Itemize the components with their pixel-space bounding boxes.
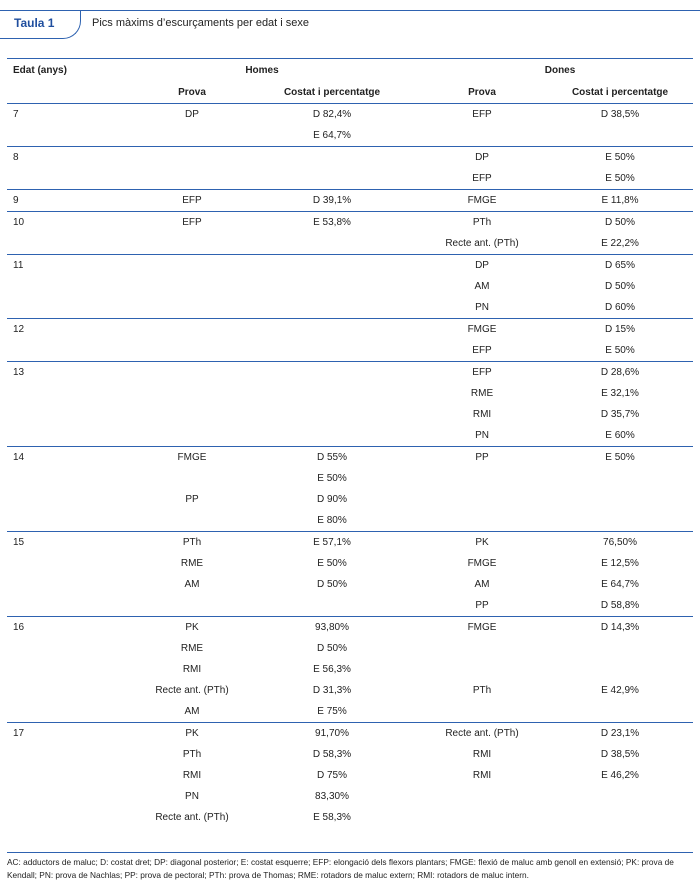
- table-caption: Pics màxims d’escurçaments per edat i sexe: [92, 17, 310, 29]
- women-prova-header: Prova: [468, 86, 496, 98]
- men-prova-header: Prova: [178, 86, 206, 98]
- men-prova-cell: PK: [97, 723, 267, 745]
- men-prova-cell: EFP: [97, 212, 267, 234]
- row-age-cell: [7, 168, 97, 190]
- men-costat-cell: E 80%: [317, 515, 347, 526]
- row-age-cell: [7, 638, 97, 659]
- men-costat-cell: [267, 147, 397, 169]
- row-age-cell: [7, 233, 97, 255]
- men-costat-cell: D 50%: [317, 579, 348, 590]
- women-costat-cell: D 15%: [547, 319, 693, 341]
- women-costat-cell: D 50%: [547, 212, 693, 234]
- men-costat-cell: D 31,3%: [312, 685, 352, 696]
- header-rule: [0, 10, 700, 11]
- men-prova-cell: RMI: [182, 770, 202, 781]
- men-prova-cell: FMGE: [97, 447, 267, 469]
- table-row: [7, 765, 693, 786]
- women-prova-cell: AM: [474, 281, 490, 292]
- men-prova-cell: [97, 340, 267, 362]
- women-costat-cell: 76,50%: [547, 532, 693, 554]
- women-costat-cell: [547, 510, 693, 532]
- women-costat-cell: [547, 125, 693, 147]
- data-table: [7, 58, 693, 828]
- men-prova-cell: [97, 125, 267, 147]
- group-men-header: Homes: [97, 59, 397, 82]
- women-costat-cell: [547, 701, 693, 723]
- women-costat-cell: [547, 807, 693, 828]
- men-prova-cell: AM: [184, 706, 200, 717]
- men-prova-cell: [97, 383, 267, 404]
- men-costat-cell: [267, 595, 397, 617]
- women-costat-cell: D 23,1%: [547, 723, 693, 745]
- men-costat-cell: D 58,3%: [312, 749, 352, 760]
- men-prova-cell: [97, 362, 267, 384]
- women-prova-cell: EFP: [472, 345, 492, 356]
- women-prova-cell: [397, 786, 547, 807]
- group-women-header: Dones: [397, 59, 693, 82]
- men-costat-cell: [267, 276, 397, 297]
- men-prova-cell: [97, 255, 267, 277]
- table-row: [7, 276, 693, 297]
- women-costat-header: Costat i percentatge: [571, 86, 669, 98]
- row-age-cell: [7, 680, 97, 701]
- men-costat-header: Costat i percentatge: [283, 86, 381, 98]
- row-age-cell: [7, 510, 97, 532]
- women-prova-cell: [397, 638, 547, 659]
- men-costat-cell: [267, 340, 397, 362]
- men-prova-cell: DP: [97, 104, 267, 126]
- women-costat-cell: D 50%: [605, 281, 636, 292]
- row-age-cell: [7, 297, 97, 319]
- women-prova-cell: RMI: [472, 770, 492, 781]
- table-row: [7, 340, 693, 362]
- women-prova-cell: PTh: [397, 212, 547, 234]
- men-prova-cell: RME: [180, 643, 204, 654]
- row-age-cell: 12: [7, 319, 97, 341]
- women-prova-cell: [397, 468, 547, 489]
- table-row: [7, 638, 693, 659]
- table-row: [7, 532, 693, 554]
- women-prova-cell: PN: [475, 302, 489, 313]
- men-costat-cell: D 90%: [317, 494, 348, 505]
- men-costat-cell: 93,80%: [267, 617, 397, 639]
- row-age-cell: [7, 786, 97, 807]
- table-row: [7, 659, 693, 680]
- row-age-cell: [7, 701, 97, 723]
- women-costat-cell: D 65%: [547, 255, 693, 277]
- women-costat-cell: [547, 489, 693, 510]
- row-age-cell: [7, 489, 97, 510]
- footnote-rule: [7, 852, 693, 853]
- table-row: [7, 617, 693, 639]
- table-header: [0, 0, 700, 40]
- women-costat-cell: D 35,7%: [600, 409, 640, 420]
- header-row-groups: [7, 59, 693, 82]
- women-prova-cell: PK: [397, 532, 547, 554]
- table-row: [7, 786, 693, 807]
- table-row: [7, 297, 693, 319]
- men-prova-cell: [97, 233, 267, 255]
- women-costat-cell: E 22,2%: [601, 238, 639, 249]
- table-row: [7, 574, 693, 595]
- women-costat-cell: E 50%: [547, 147, 693, 169]
- men-costat-cell: D 50%: [317, 643, 348, 654]
- col-age-header: Edat (anys): [7, 59, 97, 82]
- men-prova-cell: [97, 276, 267, 297]
- women-costat-cell: E 46,2%: [601, 770, 639, 781]
- row-age-cell: [7, 340, 97, 362]
- men-costat-cell: [267, 297, 397, 319]
- women-prova-cell: PP: [397, 447, 547, 469]
- women-prova-cell: Recte ant. (PTh): [445, 238, 519, 249]
- women-prova-cell: PTh: [472, 685, 492, 696]
- row-age-cell: 17: [7, 723, 97, 745]
- table-row: [7, 190, 693, 212]
- women-prova-cell: [397, 807, 547, 828]
- women-prova-cell: PP: [475, 600, 489, 611]
- women-prova-cell: FMGE: [397, 190, 547, 212]
- women-costat-cell: E 11,8%: [547, 190, 693, 212]
- women-costat-cell: D 60%: [605, 302, 636, 313]
- men-prova-cell: PK: [97, 617, 267, 639]
- row-age-cell: 11: [7, 255, 97, 277]
- men-costat-cell: 91,70%: [267, 723, 397, 745]
- women-prova-cell: PN: [475, 430, 489, 441]
- table-row: [7, 489, 693, 510]
- table-row: [7, 595, 693, 617]
- women-costat-cell: [547, 638, 693, 659]
- men-costat-cell: D 55%: [267, 447, 397, 469]
- women-prova-cell: FMGE: [397, 319, 547, 341]
- men-costat-cell: [267, 383, 397, 404]
- table-row: [7, 104, 693, 126]
- table-row: [7, 553, 693, 574]
- men-costat-cell: E 75%: [317, 706, 347, 717]
- men-prova-cell: [97, 297, 267, 319]
- table-row: [7, 319, 693, 341]
- men-costat-cell: E 56,3%: [313, 664, 351, 675]
- row-age-cell: 15: [7, 532, 97, 554]
- women-prova-cell: EFP: [397, 362, 547, 384]
- men-prova-cell: Recte ant. (PTh): [155, 812, 229, 823]
- women-prova-cell: DP: [397, 147, 547, 169]
- table-row: [7, 701, 693, 723]
- women-costat-cell: [547, 659, 693, 680]
- men-prova-cell: EFP: [97, 190, 267, 212]
- row-age-cell: 16: [7, 617, 97, 639]
- women-costat-cell: D 14,3%: [547, 617, 693, 639]
- men-prova-cell: [97, 319, 267, 341]
- women-costat-cell: E 50%: [547, 447, 693, 469]
- women-costat-cell: D 38,5%: [600, 749, 640, 760]
- women-costat-cell: E 12,5%: [601, 558, 639, 569]
- row-age-cell: [7, 425, 97, 447]
- table-row: [7, 510, 693, 532]
- row-age-cell: 9: [7, 190, 97, 212]
- row-age-cell: [7, 659, 97, 680]
- table-row: [7, 807, 693, 828]
- men-prova-cell: [97, 425, 267, 447]
- women-prova-cell: RMI: [472, 749, 492, 760]
- men-costat-cell: E 50%: [317, 473, 347, 484]
- table-row: [7, 425, 693, 447]
- table-row: [7, 125, 693, 147]
- women-prova-cell: RME: [470, 388, 494, 399]
- row-age-cell: 7: [7, 104, 97, 126]
- table-row: [7, 447, 693, 469]
- men-prova-cell: Recte ant. (PTh): [155, 685, 229, 696]
- women-prova-cell: [397, 489, 547, 510]
- men-costat-cell: D 82,4%: [267, 104, 397, 126]
- row-age-cell: 13: [7, 362, 97, 384]
- men-prova-cell: [97, 595, 267, 617]
- men-costat-cell: E 50%: [317, 558, 347, 569]
- women-costat-cell: D 28,6%: [547, 362, 693, 384]
- women-prova-cell: RMI: [472, 409, 492, 420]
- women-prova-cell: FMGE: [467, 558, 497, 569]
- men-prova-cell: PTh: [182, 749, 202, 760]
- men-costat-cell: [267, 404, 397, 425]
- women-costat-cell: D 58,8%: [600, 600, 640, 611]
- women-costat-cell: E 50%: [605, 173, 635, 184]
- women-costat-cell: E 64,7%: [601, 579, 639, 590]
- row-age-cell: [7, 807, 97, 828]
- men-costat-cell: E 58,3%: [313, 812, 351, 823]
- table-row: [7, 233, 693, 255]
- women-costat-cell: D 38,5%: [547, 104, 693, 126]
- men-prova-cell: PTh: [97, 532, 267, 554]
- women-prova-cell: [397, 125, 547, 147]
- row-age-cell: [7, 276, 97, 297]
- men-prova-cell: [97, 404, 267, 425]
- men-prova-cell: [97, 168, 267, 190]
- men-costat-cell: [267, 168, 397, 190]
- women-prova-cell: Recte ant. (PTh): [397, 723, 547, 745]
- men-prova-cell: RME: [180, 558, 204, 569]
- men-prova-cell: RMI: [182, 664, 202, 675]
- table-row: [7, 383, 693, 404]
- table-row: [7, 255, 693, 277]
- men-prova-cell: PN: [185, 791, 199, 802]
- men-costat-cell: D 39,1%: [267, 190, 397, 212]
- row-age-cell: [7, 765, 97, 786]
- men-costat-cell: E 57,1%: [267, 532, 397, 554]
- table-row: [7, 147, 693, 169]
- table-row: [7, 168, 693, 190]
- women-costat-cell: E 50%: [605, 345, 635, 356]
- men-costat-cell: E 64,7%: [313, 130, 351, 141]
- men-costat-cell: [267, 319, 397, 341]
- men-prova-cell: PP: [185, 494, 199, 505]
- row-age-cell: [7, 468, 97, 489]
- men-costat-cell: [267, 425, 397, 447]
- table-row: [7, 212, 693, 234]
- row-age-cell: [7, 553, 97, 574]
- row-age-cell: [7, 574, 97, 595]
- table-row: [7, 744, 693, 765]
- men-costat-cell: D 75%: [317, 770, 348, 781]
- women-prova-cell: EFP: [397, 104, 547, 126]
- table-number: Taula 1: [14, 16, 55, 30]
- women-costat-cell: [547, 468, 693, 489]
- row-age-cell: [7, 404, 97, 425]
- row-age-cell: 10: [7, 212, 97, 234]
- men-prova-cell: [97, 147, 267, 169]
- row-age-cell: 14: [7, 447, 97, 469]
- header-row-sub: [7, 81, 693, 104]
- men-costat-cell: [267, 255, 397, 277]
- men-prova-cell: [97, 468, 267, 489]
- row-age-cell: [7, 744, 97, 765]
- men-costat-cell: E 53,8%: [267, 212, 397, 234]
- men-costat-cell: 83,30%: [315, 791, 349, 802]
- women-costat-cell: [547, 786, 693, 807]
- women-prova-cell: DP: [397, 255, 547, 277]
- women-prova-cell: [397, 701, 547, 723]
- women-prova-cell: FMGE: [397, 617, 547, 639]
- row-age-cell: 8: [7, 147, 97, 169]
- table-row: [7, 362, 693, 384]
- table-row: [7, 723, 693, 745]
- footnote: AC: adductors de maluc; D: costat dret; DP: diagonal posterior; E: costat esquerre; EFP: elongació dels flexors plantars; FMGE: flexió de maluc amb genoll en extensió; PK: prova de Kendall; PN: prova de Nachlas; PP: prova de pectoral; PTh: prova de Thomas; RME: rotadors de maluc extern; RMI: rotadors de maluc intern.: [7, 857, 674, 880]
- women-costat-cell: E 60%: [605, 430, 635, 441]
- women-costat-cell: E 42,9%: [601, 685, 639, 696]
- men-costat-cell: [267, 362, 397, 384]
- women-costat-cell: E 32,1%: [601, 388, 639, 399]
- row-age-cell: [7, 383, 97, 404]
- women-prova-cell: AM: [474, 579, 490, 590]
- women-prova-cell: [397, 510, 547, 532]
- women-prova-cell: EFP: [472, 173, 492, 184]
- table-row: [7, 468, 693, 489]
- table-row: [7, 404, 693, 425]
- women-prova-cell: [397, 659, 547, 680]
- men-prova-cell: [97, 510, 267, 532]
- row-age-cell: [7, 125, 97, 147]
- men-prova-cell: AM: [184, 579, 200, 590]
- row-age-cell: [7, 595, 97, 617]
- table-row: [7, 680, 693, 701]
- men-costat-cell: [267, 233, 397, 255]
